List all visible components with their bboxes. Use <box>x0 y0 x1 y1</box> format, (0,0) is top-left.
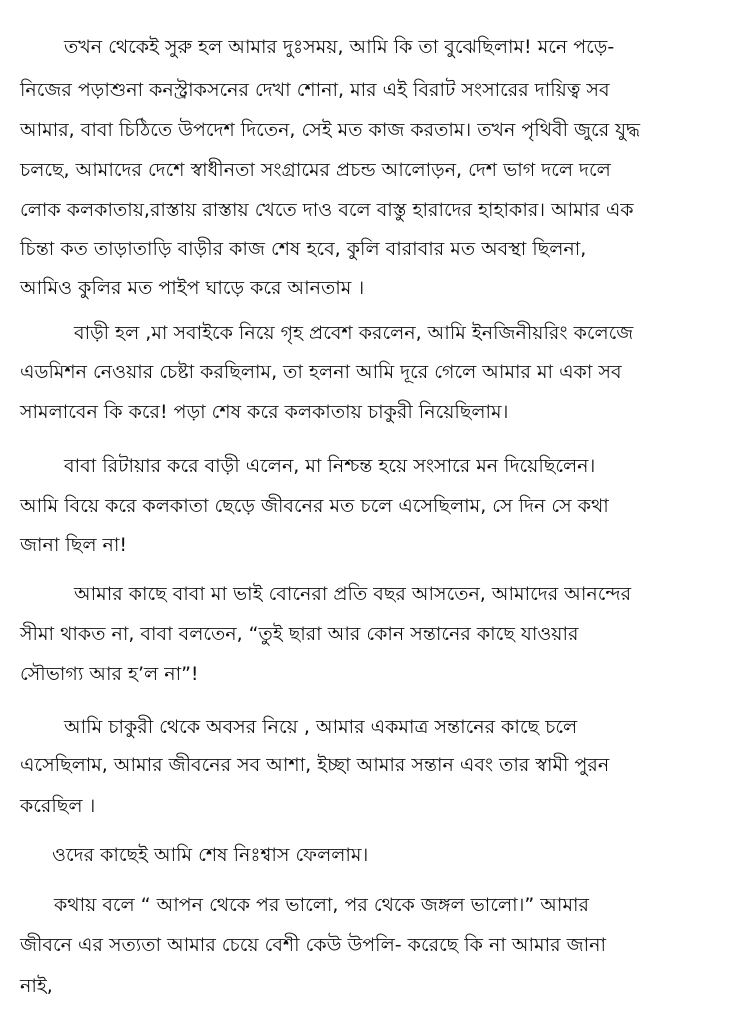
p5-line-3: করেছিল । <box>20 795 96 817</box>
p7-line-2: জীবনে এর সত্যতা আমার চেয়ে বেশী কেউ উপলি- করেছে কি না আমার জানা <box>20 934 606 956</box>
p5-line-2: এসেছিলাম, আমার জীবনের সব আশা, ইচ্ছা আমার সন্তান এবং তার স্বামী পুরন <box>20 754 610 776</box>
p7-line-3: নাই, <box>20 975 53 997</box>
p7-line-1: কথায় বলে “ আপন থেকে পর ভালো, পর থেকে জঙ্গল ভালো।” আমার <box>54 894 589 916</box>
p4-line-2: সীমা থাকত না, বাবা বলতেন, “তুই ছারা আর কোন সন্তানের কাছে যাওয়ার <box>20 623 579 645</box>
p1-line-5: লোক কলকাতায়,রাস্তায় রাস্তায় খেতে দাও বলে বাস্তু হারাদের হাহাকার। আমার এক <box>20 199 634 221</box>
p4-line-3: সৌভাগ্য আর হ’ল না”! <box>20 663 199 685</box>
p1-line-7: আমিও কুলির মত পাইপ ঘাড়ে করে আনতাম । <box>20 277 365 299</box>
p4-line-1: আমার কাছে বাবা মা ভাই বোনেরা প্রতি বছর আসতেন, আমাদের আনন্দের <box>74 583 632 605</box>
p2-line-2: এডমিশন নেওয়ার চেষ্টা করছিলাম, তা হলনা আমি দূরে গেলে আমার মা একা সব <box>20 361 622 383</box>
p1-line-3: আমার, বাবা চিঠিতে উপদেশ দিতেন, সেই মত কাজ করতাম। তখন পৃথিবী জুরে যুদ্ধ <box>20 119 641 141</box>
p6-line-1: ওদের কাছেই আমি শেষ নিঃশ্বাস ফেললাম। <box>52 844 369 866</box>
p2-line-3: সামলাবেন কি করে! পড়া শেষ করে কলকাতায় চাকুরী নিয়েছিলাম। <box>20 401 509 423</box>
p5-line-1: আমি চাকুরী থেকে অবসর নিয়ে , আমার একমাত্র সন্তানের কাছে চলে <box>64 716 578 738</box>
p3-line-2: আমি বিয়ে করে কলকাতা ছেড়ে জীবনের মত চলে এসেছিলাম, সে দিন সে কথা <box>20 495 609 517</box>
p1-line-4: চলছে, আমাদের দেশে স্বাধীনতা সংগ্রামের প্রচন্ড আলোড়ন, দেশ ভাগ দলে দলে <box>20 159 611 181</box>
p2-line-1: বাড়ী হল ,মা সবাইকে নিয়ে গৃহ প্রবেশ করলেন, আমি ইনজিনীয়রিং কলেজে <box>74 322 634 344</box>
p1-line-2: নিজের পড়াশুনা কনস্ট্রাকসনের দেখা শোনা, মার এই বিরাট সংসারের দায়িত্ব সব <box>20 79 610 101</box>
p1-line-6: চিন্তা কত তাড়াতাড়ি বাড়ীর কাজ শেষ হবে, কুলি বারাবার মত অবস্থা ছিলনা, <box>20 238 587 260</box>
p1-line-1: তখন থেকেই সুরু হল আমার দুঃসময়, আমি কি তা বুঝেছিলাম! মনে পড়ে- <box>64 36 615 58</box>
p3-line-3: জানা ছিল না! <box>20 534 128 556</box>
p3-line-1: বাবা রিটায়ার করে বাড়ী এলেন, মা নিশ্চন্ত হয়ে সংসারে মন দিয়েছিলেন। <box>64 455 596 477</box>
